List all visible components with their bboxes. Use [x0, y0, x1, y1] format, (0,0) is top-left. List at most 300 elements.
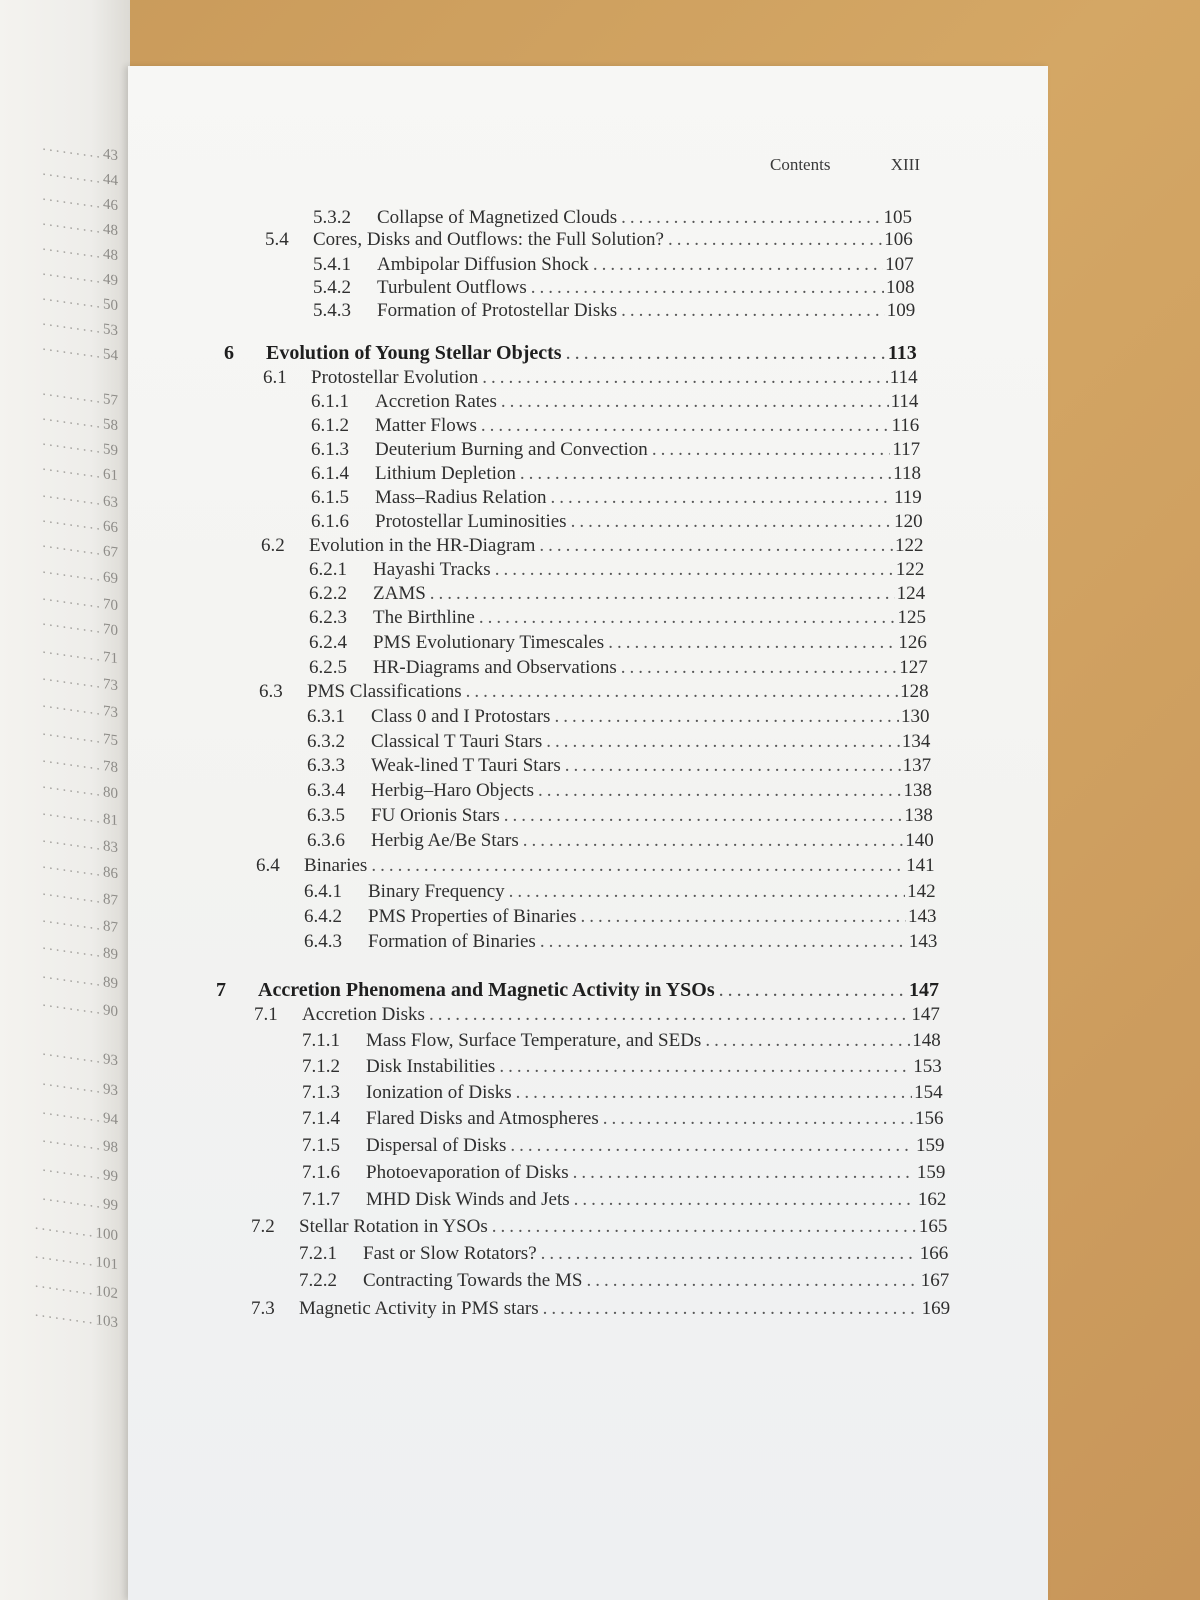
- toc-entry-title: Mass–Radius Relation: [375, 487, 547, 508]
- dot-leader: [499, 1056, 911, 1078]
- dot-leader: .........: [42, 802, 103, 828]
- toc-entry-title: The Birthline: [373, 607, 475, 628]
- toc-entry-number: 5.4: [265, 229, 289, 250]
- toc-entry-page: 127: [899, 657, 928, 678]
- left-page-number-value: 102: [95, 1283, 118, 1303]
- toc-entry-title: Herbig–Haro Objects: [371, 780, 535, 801]
- toc-entry-page: 107: [885, 254, 914, 275]
- toc-entry-title: MHD Disk Winds and Jets: [366, 1189, 570, 1210]
- left-page-number-value: 54: [103, 346, 118, 365]
- toc-entry-title: Accretion Phenomena and Magnetic Activity in YSOs: [258, 979, 715, 1001]
- toc-entry-title: Class 0 and I Protostars: [371, 706, 551, 727]
- dot-leader: [430, 583, 895, 605]
- toc-entry-title: Protostellar Evolution: [311, 367, 479, 388]
- dot-leader: [621, 207, 881, 229]
- toc-entry-number: 6.3.5: [307, 805, 345, 826]
- toc-subsection-entry: [313, 207, 912, 231]
- dot-leader: [565, 755, 901, 777]
- toc-entry-title: Formation of Protostellar Disks: [377, 300, 618, 321]
- toc-section-entry: [259, 681, 929, 705]
- dot-leader: .........: [42, 1187, 103, 1213]
- left-page-number-value: 73: [103, 676, 118, 695]
- dot-leader: .........: [42, 312, 103, 338]
- toc-entry-page: 153: [913, 1056, 942, 1077]
- dot-leader: .........: [42, 262, 103, 288]
- toc-entry-title: Ambipolar Diffusion Shock: [377, 254, 589, 275]
- left-page-number: [0, 1299, 118, 1333]
- dot-leader: [551, 487, 892, 509]
- dot-leader: [603, 1108, 913, 1130]
- toc-subsection-entry: [311, 415, 919, 439]
- toc-subsection-entry: [307, 731, 930, 755]
- left-page-number: [0, 689, 118, 723]
- toc-subsection-entry: [307, 706, 929, 730]
- toc-entry-number: 6.4.2: [304, 906, 342, 927]
- left-page-number-value: 46: [103, 196, 118, 215]
- dot-leader: [481, 415, 890, 437]
- toc-entry-page: 116: [891, 415, 920, 436]
- left-page-number: [0, 1182, 118, 1216]
- toc-entry-page: 114: [889, 367, 918, 388]
- toc-entry-title: Turbulent Outflows: [377, 277, 527, 298]
- toc-entry-page: 119: [894, 487, 922, 508]
- left-page-number-value: 66: [103, 518, 118, 537]
- dot-leader: [531, 277, 884, 299]
- toc-entry-number: 6.3.3: [307, 755, 345, 776]
- dot-leader: .........: [42, 1072, 103, 1098]
- dot-leader: .........: [42, 484, 103, 510]
- page-number: XIII: [890, 155, 920, 174]
- dot-leader: .........: [42, 829, 103, 855]
- toc-subsection-entry: [311, 487, 922, 511]
- left-page-number-value: 87: [103, 891, 118, 910]
- toc-entry-number: 6.4.3: [304, 931, 342, 952]
- toc-entry-title: Binaries: [304, 855, 368, 876]
- toc-entry-title: Hayashi Tracks: [373, 559, 491, 580]
- toc-subsection-entry: [311, 439, 920, 463]
- left-page-number-value: 87: [103, 918, 118, 937]
- toc-entry-page: 143: [907, 906, 937, 927]
- left-page: [0, 0, 130, 1600]
- toc-entry-title: HR-Diagrams and Observations: [373, 657, 617, 678]
- left-page-number-value: 57: [103, 391, 118, 410]
- toc-entry-number: 6.2: [261, 535, 285, 556]
- dot-leader: .........: [42, 909, 103, 935]
- dot-leader: .........: [42, 749, 103, 775]
- dot-leader: .........: [42, 162, 103, 188]
- toc-entry-number: 7.2.2: [299, 1270, 337, 1291]
- dot-leader: .........: [42, 432, 103, 458]
- toc-subsection-entry: [309, 559, 924, 583]
- dot-leader: .........: [42, 457, 103, 483]
- toc-entry-title: Collapse of Magnetized Clouds: [377, 207, 618, 228]
- left-page-number-value: 101: [95, 1254, 118, 1274]
- dot-leader: .........: [42, 587, 103, 613]
- page-header: [770, 155, 920, 175]
- toc-subsection-entry: [302, 1135, 944, 1159]
- dot-leader: .........: [42, 855, 103, 881]
- left-page-number-value: 75: [103, 731, 118, 750]
- dot-leader: .........: [34, 1216, 96, 1242]
- dot-leader: [566, 342, 886, 365]
- toc-entry-number: 6.3.1: [307, 706, 345, 727]
- toc-entry-number: 7.1.2: [302, 1056, 340, 1077]
- toc-subsection-entry: [299, 1243, 948, 1267]
- toc-subsection-entry: [302, 1030, 941, 1054]
- toc-entry-title: Lithium Depletion: [375, 463, 516, 484]
- toc-entry-number: 6.2.4: [309, 632, 347, 653]
- left-page-number-value: 53: [103, 321, 118, 340]
- left-page-number: [0, 1241, 118, 1275]
- dot-leader: .........: [42, 534, 103, 560]
- toc-entry-page: 169: [921, 1298, 951, 1319]
- toc-entry-page: 125: [897, 607, 926, 628]
- toc-subsection-entry: [307, 805, 933, 829]
- toc-subsection-entry: [311, 391, 918, 415]
- dot-leader: .........: [42, 560, 103, 586]
- dot-leader: [509, 881, 905, 903]
- toc-entry-page: 143: [908, 931, 938, 952]
- left-page-number-value: 63: [103, 493, 118, 512]
- toc-entry-page: 147: [909, 979, 940, 1001]
- dot-leader: [608, 632, 896, 654]
- left-page-number-value: 43: [103, 146, 118, 165]
- left-page-number-value: 70: [103, 621, 118, 640]
- left-page-number-value: 48: [103, 246, 118, 265]
- toc-entry-title: Fast or Slow Rotators?: [363, 1243, 537, 1264]
- toc-section-entry: [254, 1004, 940, 1028]
- dot-leader: [705, 1030, 910, 1052]
- toc-entry-page: 165: [918, 1216, 948, 1237]
- dot-leader: [479, 607, 896, 629]
- dot-leader: [516, 1082, 912, 1104]
- left-page-number-value: 58: [103, 416, 118, 435]
- dot-leader: [492, 1216, 917, 1238]
- toc-entry-number: 6.1.5: [311, 487, 349, 508]
- dot-leader: [495, 559, 894, 581]
- dot-leader: .........: [42, 407, 103, 433]
- dot-leader: .........: [42, 509, 103, 535]
- toc-subsection-entry: [309, 607, 926, 631]
- toc-subsection-entry: [309, 657, 928, 681]
- toc-entry-page: 124: [896, 583, 926, 604]
- toc-entry-number: 5.4.1: [313, 254, 351, 275]
- toc-entry-page: 159: [915, 1135, 945, 1156]
- toc-chapter-entry: [224, 342, 917, 366]
- toc-entry-title: Disk Instabilities: [366, 1056, 496, 1077]
- toc-subsection-entry: [304, 906, 936, 930]
- dot-leader: .........: [42, 694, 103, 720]
- toc-entry-number: 7.3: [251, 1298, 275, 1319]
- toc-section-entry: [263, 367, 918, 391]
- left-page-number-value: 70: [103, 596, 118, 615]
- toc-entry-number: 6.1.2: [311, 415, 349, 436]
- toc-entry-page: 105: [883, 207, 912, 228]
- left-page-number-value: 48: [103, 221, 118, 240]
- toc-entry-page: 122: [895, 559, 925, 580]
- dot-leader: .........: [34, 1274, 96, 1300]
- dot-leader: .........: [34, 1245, 96, 1271]
- left-page-number-value: 90: [103, 1002, 118, 1021]
- dot-leader: .........: [42, 212, 103, 238]
- left-page-number: [0, 1153, 118, 1187]
- dot-leader: [554, 706, 899, 728]
- toc-entry-title: PMS Properties of Binaries: [368, 906, 577, 927]
- toc-entry-page: 159: [916, 1162, 946, 1183]
- toc-entry-title: PMS Evolutionary Timescales: [373, 632, 605, 653]
- toc-entry-number: 6.4: [256, 855, 280, 876]
- toc-entry-page: 147: [911, 1004, 940, 1025]
- toc-entry-page: 130: [900, 706, 930, 727]
- left-page-number-value: 71: [103, 649, 118, 668]
- dot-leader: .........: [42, 187, 103, 213]
- dot-leader: [652, 439, 891, 461]
- toc-entry-number: 6.1: [263, 367, 287, 388]
- dot-leader: .........: [42, 775, 103, 801]
- toc-entry-page: 140: [905, 830, 934, 851]
- left-page-number: [0, 1212, 118, 1246]
- dot-leader: [668, 229, 882, 251]
- toc-subsection-entry: [309, 583, 925, 607]
- left-page-number: [0, 1096, 118, 1130]
- toc-entry-number: 6.2.5: [309, 657, 347, 678]
- dot-leader: [510, 1135, 914, 1157]
- left-page-number-value: 89: [103, 974, 118, 993]
- toc-entry-title: Contracting Towards the MS: [363, 1270, 583, 1291]
- toc-entry-page: 114: [890, 391, 919, 412]
- toc-entry-page: 106: [884, 229, 913, 250]
- left-page-number-value: 99: [103, 1167, 118, 1186]
- left-page-number-value: 73: [103, 703, 118, 722]
- left-page-number-value: 67: [103, 543, 118, 562]
- toc-entry-number: 7.1.7: [302, 1189, 340, 1210]
- dot-leader: [482, 367, 888, 389]
- toc-entry-number: 7: [216, 979, 226, 1001]
- left-page-number: [0, 1067, 118, 1101]
- toc-entry-number: 6.1.4: [311, 463, 349, 484]
- toc-subsection-entry: [307, 755, 931, 779]
- left-page-number-value: 78: [103, 758, 118, 777]
- left-page-number-value: 44: [103, 171, 118, 190]
- toc-subsection-entry: [302, 1082, 943, 1106]
- dot-leader: .........: [42, 137, 103, 163]
- toc-entry-title: Evolution of Young Stellar Objects: [266, 342, 562, 364]
- toc-subsection-entry: [307, 780, 932, 804]
- toc-entry-number: 6.3.6: [307, 830, 345, 851]
- dot-leader: .........: [42, 722, 103, 748]
- left-page-number-value: 81: [103, 811, 118, 830]
- toc-entry-title: Matter Flows: [375, 415, 477, 436]
- dot-leader: [593, 254, 883, 276]
- toc-entry-title: Evolution in the HR-Diagram: [309, 535, 536, 556]
- toc-section-entry: [256, 855, 935, 879]
- dot-leader: [541, 1243, 918, 1265]
- toc-entry-number: 6.1.3: [311, 439, 349, 460]
- toc-entry-number: 6.3.4: [307, 780, 345, 801]
- toc-entry-page: 128: [900, 681, 929, 702]
- dot-leader: .........: [42, 640, 103, 666]
- toc-entry-title: Flared Disks and Atmospheres: [366, 1108, 599, 1129]
- toc-entry-page: 162: [917, 1189, 947, 1210]
- toc-entry-page: 138: [903, 780, 933, 801]
- toc-entry-number: 7.1: [254, 1004, 278, 1025]
- toc-entry-title: Stellar Rotation in YSOs: [299, 1216, 488, 1237]
- dot-leader: .........: [42, 936, 103, 962]
- dot-leader: .........: [34, 1303, 96, 1329]
- dot-leader: [504, 805, 903, 827]
- dot-leader: .........: [42, 1129, 103, 1155]
- dot-leader: [543, 1298, 920, 1320]
- dot-leader: .........: [42, 667, 103, 693]
- left-page-numbers: [0, 0, 130, 1600]
- toc-entry-title: Protostellar Luminosities: [375, 511, 567, 532]
- toc-entry-page: 138: [904, 805, 933, 826]
- toc-subsection-entry: [302, 1056, 942, 1080]
- toc-entry-page: 154: [914, 1082, 943, 1103]
- toc-subsection-entry: [311, 511, 923, 535]
- toc-entry-page: 142: [907, 881, 936, 902]
- left-page-number-value: 100: [95, 1225, 118, 1245]
- dot-leader: [580, 906, 905, 928]
- left-page-number: [0, 931, 118, 965]
- dot-leader: [501, 391, 889, 413]
- left-page-number-value: 83: [103, 838, 118, 857]
- toc-entry-title: Herbig Ae/Be Stars: [371, 830, 519, 851]
- toc-subsection-entry: [309, 632, 927, 656]
- left-page-number-value: 99: [103, 1196, 118, 1215]
- toc-subsection-entry: [307, 830, 934, 854]
- left-page-number: [0, 1037, 118, 1071]
- toc-entry-title: Ionization of Disks: [366, 1082, 512, 1103]
- toc-entry-number: 6.4.1: [304, 881, 342, 902]
- toc-section-entry: [251, 1298, 950, 1322]
- dot-leader: .........: [42, 382, 103, 408]
- dot-leader: .........: [42, 882, 103, 908]
- left-page-number-value: 50: [103, 296, 118, 315]
- toc-entry-title: FU Orionis Stars: [371, 805, 500, 826]
- toc-subsection-entry: [302, 1162, 945, 1186]
- toc-subsection-entry: [313, 300, 915, 324]
- dot-leader: [466, 681, 898, 703]
- toc-entry-page: 141: [906, 855, 935, 876]
- toc-entry-page: 109: [886, 300, 916, 321]
- toc-entry-title: PMS Classifications: [307, 681, 462, 702]
- toc-entry-page: 108: [885, 277, 915, 298]
- dot-leader: [523, 830, 904, 852]
- toc-entry-title: Accretion Rates: [375, 391, 497, 412]
- toc-subsection-entry: [304, 931, 937, 955]
- dot-leader: [546, 731, 900, 753]
- dot-leader: [539, 535, 893, 557]
- toc-subsection-entry: [302, 1189, 946, 1213]
- toc-entry-page: 148: [912, 1030, 941, 1051]
- toc-entry-title: Binary Frequency: [368, 881, 505, 902]
- left-page-number-value: 94: [103, 1110, 118, 1129]
- toc-entry-number: 5.3.2: [313, 207, 351, 228]
- dot-leader: .........: [42, 965, 103, 991]
- left-page-number-value: 86: [103, 864, 118, 883]
- toc-subsection-entry: [302, 1108, 944, 1132]
- toc-subsection-entry: [311, 463, 921, 487]
- toc-entry-page: 122: [894, 535, 924, 556]
- toc-entry-title: Classical T Tauri Stars: [371, 731, 543, 752]
- left-page-number-value: 49: [103, 271, 118, 290]
- toc-section-entry: [261, 535, 923, 559]
- dot-leader: [429, 1004, 909, 1026]
- dot-leader: [571, 511, 893, 533]
- left-page-number-value: 93: [103, 1051, 118, 1070]
- left-page-number-value: 103: [95, 1312, 118, 1332]
- toc-entry-number: 5.4.3: [313, 300, 351, 321]
- left-page-number-value: 98: [103, 1138, 118, 1157]
- toc-entry-number: 6.2.3: [309, 607, 347, 628]
- dot-leader: .........: [42, 1101, 103, 1127]
- dot-leader: [719, 979, 907, 1002]
- dot-leader: [520, 463, 891, 485]
- toc-subsection-entry: [304, 881, 936, 905]
- toc-entry-number: 7.1.5: [302, 1135, 340, 1156]
- toc-entry-title: Photoevaporation of Disks: [366, 1162, 569, 1183]
- toc-entry-page: 117: [892, 439, 921, 460]
- toc-entry-number: 6.2.2: [309, 583, 347, 604]
- dot-leader: [538, 780, 902, 802]
- toc-entry-number: 6.1.1: [311, 391, 349, 412]
- toc-entry-page: 166: [919, 1243, 949, 1264]
- toc-entry-title: Dispersal of Disks: [366, 1135, 507, 1156]
- dot-leader: .........: [42, 287, 103, 313]
- toc-entry-number: 7.1.6: [302, 1162, 340, 1183]
- toc-entry-title: Weak-lined T Tauri Stars: [371, 755, 561, 776]
- toc-entry-number: 7.1.1: [302, 1030, 340, 1051]
- left-page-number: [0, 1124, 118, 1158]
- toc-entry-page: 118: [893, 463, 921, 484]
- dot-leader: .........: [42, 993, 103, 1019]
- toc-entry-title: ZAMS: [373, 583, 426, 604]
- toc-entry-page: 167: [920, 1270, 950, 1291]
- toc-entry-page: 113: [887, 342, 917, 364]
- toc-entry-title: Cores, Disks and Outflows: the Full Solution?: [313, 229, 664, 250]
- running-head: Contents: [770, 155, 831, 174]
- toc-entry-page: 134: [901, 731, 931, 752]
- dot-leader: .........: [42, 1158, 103, 1184]
- toc-entry-page: 120: [894, 511, 923, 532]
- left-page-number-value: 61: [103, 466, 118, 485]
- toc-entry-number: 6.2.1: [309, 559, 347, 580]
- dot-leader: [621, 300, 885, 322]
- dot-leader: [621, 657, 897, 679]
- left-page-number-value: 59: [103, 441, 118, 460]
- toc-section-entry: [265, 229, 913, 253]
- dot-leader: [573, 1162, 915, 1184]
- left-page-number: [0, 960, 118, 994]
- left-page-number: [0, 1270, 118, 1304]
- left-page-number-value: 93: [103, 1081, 118, 1100]
- left-page-number-value: 69: [103, 569, 118, 588]
- toc-entry-number: 7.2.1: [299, 1243, 337, 1264]
- toc-entry-number: 7.1.4: [302, 1108, 340, 1129]
- toc-entry-title: Magnetic Activity in PMS stars: [299, 1298, 539, 1319]
- toc-subsection-entry: [299, 1270, 949, 1294]
- toc-entry-page: 126: [898, 632, 927, 653]
- toc-entry-number: 6: [224, 342, 234, 364]
- left-page-number-value: 89: [103, 945, 118, 964]
- toc-section-entry: [251, 1216, 947, 1240]
- left-page-number: [0, 988, 118, 1022]
- dot-leader: [371, 855, 904, 877]
- toc-chapter-entry: [216, 979, 939, 1003]
- dot-leader: .........: [42, 1042, 103, 1068]
- left-page-number-value: 80: [103, 784, 118, 803]
